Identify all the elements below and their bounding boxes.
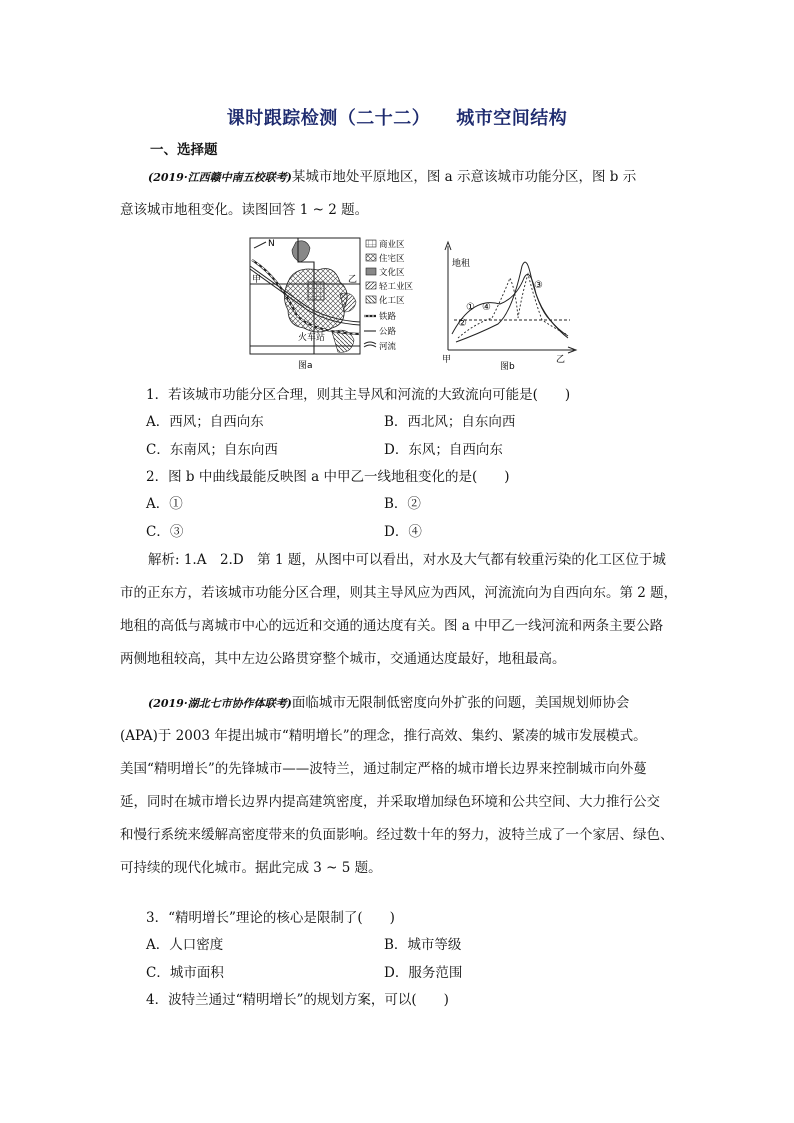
- legend-label: 文化区: [379, 268, 405, 278]
- legend-label: 化工区: [379, 296, 405, 306]
- analysis-line: 两侧地租较高，其中左边公路贯穿整个城市，交通通达度最好，地租最高。: [120, 651, 566, 667]
- intro-paragraph-1: [120, 161, 680, 227]
- title-sub: 城市空间结构: [456, 108, 568, 129]
- jia-label: 甲: [252, 275, 262, 285]
- analysis-line: 解析: 1.A 2.D 第 1 题，从图中可以看出，对水及大气都有较重污染的化工区位于城: [148, 552, 666, 568]
- q1-option-d: D．东风；自西向东: [384, 442, 503, 458]
- section-heading: 一、选择题: [150, 142, 218, 158]
- figure-b-chart: [438, 238, 580, 370]
- figure-a-map: [248, 236, 436, 370]
- intro-text: 和慢行系统来缓解高密度带来的负面影响。经过数十年的努力，波特兰成了一个家居、绿色、: [120, 827, 674, 843]
- legend-label: 住宅区: [379, 254, 405, 264]
- q1-option-c: C．东南风；自东向西: [146, 442, 278, 458]
- analysis-paragraph: [120, 544, 680, 676]
- legend: [364, 239, 414, 352]
- curve-label: ③: [534, 280, 543, 291]
- legend-label: 河流: [379, 342, 397, 352]
- legend-label: 商业区: [379, 240, 405, 250]
- figure-b-caption: 图b: [500, 362, 515, 370]
- figure-a-caption: 图a: [298, 361, 313, 370]
- station-label: 火车站: [298, 333, 326, 343]
- source-tag: (2019·湖北七市协作体联考): [148, 697, 292, 710]
- title-main: 课时跟踪检测（二十二）: [226, 108, 431, 129]
- yi-label: 乙: [348, 275, 358, 285]
- analysis-line: 市的正东方，若该城市功能分区合理，则其主导风应为西风，河流流向为自西向东。第 2 题，: [120, 585, 678, 601]
- intro-text: 美国“精明增长”的先锋城市——波特兰，通过制定严格的城市增长边界来控制城市向外蔓: [120, 761, 647, 777]
- intro-text: 可持续的现代化城市。据此完成 3 ~ 5 题。: [120, 860, 382, 876]
- y-axis-label: 地租: [452, 259, 471, 269]
- intro-text: (APA)于 2003 年提出城市“精明增长”的理念，推行高效、集约、紧凑的城市发展模式。: [120, 728, 647, 744]
- q3-option-a: A．人口密度: [146, 937, 224, 953]
- intro-text: 意该城市地租变化。读图回答 1 ~ 2 题。: [120, 202, 369, 218]
- legend-label: 轻工业区: [379, 282, 414, 292]
- q2-option-a: A．①: [146, 496, 183, 512]
- legend-label: 铁路: [379, 312, 397, 322]
- intro-text: 面临城市无限制低密度向外扩张的问题，美国规划师协会: [291, 695, 630, 711]
- q3-option-d: D．服务范围: [384, 965, 463, 981]
- q2-option-b: B．②: [384, 496, 421, 512]
- x-axis-left-label: 甲: [442, 355, 452, 365]
- q2-option-c: C．③: [146, 524, 184, 540]
- question-1-stem: 1．若该城市功能分区合理，则其主导风和河流的大致流向可能是( ): [146, 387, 571, 403]
- intro-text: 某城市地处平原地区，图 a 示意该城市功能分区，图 b 示: [291, 169, 637, 185]
- question-2-stem: 2．图 b 中曲线最能反映图 a 中甲乙一线地租变化的是( ): [146, 469, 510, 485]
- intro-text: 延，同时在城市增长边界内提高建筑密度，并采取增加绿色环境和公共空间、大力推行公交: [120, 794, 660, 810]
- q3-option-c: C．城市面积: [146, 965, 224, 981]
- curve-label: ④: [482, 302, 491, 313]
- intro-paragraph-2: [120, 687, 680, 885]
- question-3-stem: 3．“精明增长”理论的核心是限制了( ): [146, 910, 395, 926]
- legend-label: 公路: [379, 327, 397, 337]
- question-4-stem: 4．波特兰通过“精明增长”的规划方案，可以( ): [146, 992, 449, 1008]
- source-tag: (2019·江西赣中南五校联考): [148, 171, 292, 184]
- q1-option-b: B．西北风；自东向西: [384, 414, 516, 430]
- q2-option-d: D．④: [384, 524, 422, 540]
- curve-label: ①: [466, 302, 475, 313]
- analysis-line: 地租的高低与离城市中心的远近和交通的通达度有关。图 a 中甲乙一线河流和两条主要公路: [120, 618, 664, 634]
- x-axis-right-label: 乙: [556, 355, 566, 365]
- north-label: N: [268, 239, 275, 249]
- q3-option-b: B．城市等级: [384, 937, 462, 953]
- page-title: [0, 104, 794, 130]
- q1-option-a: A．西风；自西向东: [146, 414, 264, 430]
- commercial-center: [308, 282, 324, 300]
- curve-label: ②: [458, 318, 467, 329]
